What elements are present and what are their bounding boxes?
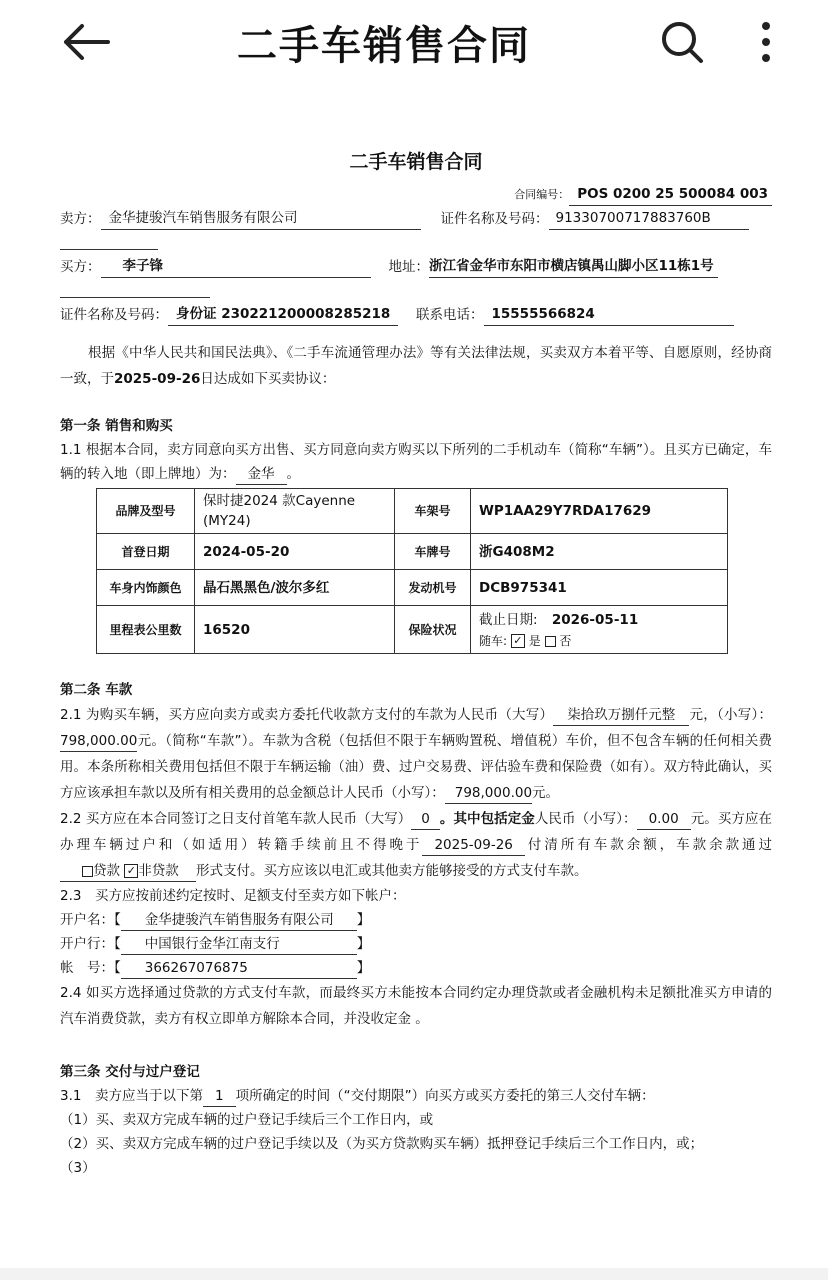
contract-no-row — [60, 182, 772, 206]
section-1-title: 第一条 销售和购买 — [60, 418, 173, 434]
clause-3-1-option-3: （3） — [60, 1160, 96, 1176]
search-icon[interactable] — [660, 20, 704, 64]
seller: 金华捷骏汽车销售服务有限公司 — [101, 207, 421, 230]
phone-label: 联系电话： — [416, 307, 484, 323]
bottom-edge — [0, 1268, 828, 1280]
contract-no-label: 合同编号： — [514, 188, 570, 201]
section-2-title: 第二条 车款 — [60, 682, 133, 698]
top-bar — [0, 0, 828, 90]
more-vertical-icon[interactable] — [756, 20, 776, 64]
clause-1-1: 1.1 根据本合同，卖方同意向买方出售、买方同意向卖方购买以下所列的二手机动车（简称“车辆”）。且买方已确定，车辆的转入地（即上牌地）为： 金华 。 — [60, 438, 772, 486]
clause-3-1-option-2: （2）买、卖双方完成车辆的过户登记手续以及（为买方贷款购买车辆）抵押登记手续后三个工作日内，或； — [60, 1136, 704, 1152]
seller-id: 91330700717883760B — [549, 207, 749, 230]
seller-label: 卖方： — [60, 211, 101, 227]
clause-3-1-option-1: （1）买、卖双方完成车辆的过户登记手续后三个工作日内，或 — [60, 1112, 434, 1128]
buyer-id: 身份证 230221200008285218 — [168, 303, 398, 326]
non-loan-checkbox[interactable]: ✓ — [124, 864, 138, 878]
insurance-no-checkbox[interactable] — [545, 636, 556, 647]
document-title: 二手车销售合同 — [349, 151, 483, 173]
account-number-row: 帐 号：【 366267076875 】 — [60, 956, 772, 980]
clause-2-3: 2.3 买方应按前述约定按时、足额支付至卖方如下帐户： — [60, 888, 406, 904]
buyer-row — [60, 254, 772, 278]
seller-id-label: 证件名称及号码： — [440, 211, 549, 227]
arrow-left-icon[interactable] — [60, 22, 112, 62]
buyer: 李子锋 — [101, 255, 371, 278]
clause-2-4: 2.4 如买方选择通过贷款的方式支付车款，而最终买方未能按本合同约定办理贷款或者金融机构未足额批准买方申请的汽车消费贷款，卖方有权立即单方解除本合同，并没收定金 。 — [60, 985, 772, 1027]
address: 浙江省金华市东阳市横店镇禺山脚小区11栋1号 — [429, 255, 718, 278]
phone: 15555566824 — [484, 303, 734, 326]
loan-checkbox[interactable] — [82, 866, 93, 877]
clause-2-2: 2.2 买方应在本合同签订之日支付首笔车款人民币（大写） 0 。其中包括定金人民币（小写）： 0.00 元。买方应在办理车辆过户和（如适用）转籍手续前且不得晚于 2025-09-26 付清所有车款余额，车款余款通过贷款 ✓ 非贷款 形式支付。买方应该以电汇或其他卖方能够接受的方式支付车款。 — [60, 806, 772, 884]
page-title: 二手车销售合同 — [237, 23, 531, 69]
contract-document — [60, 150, 772, 1180]
contract-no: POS 0200 25 500084 003 — [569, 183, 772, 206]
vehicle-table: 品牌及型号 保时捷2024 款Cayenne (MY24) 车架号 WP1AA29Y7RDA17629 首登日期 2024-05-20 车牌号 浙G408M2 车身内饰颜色 晶石黑黑色/波尔多红 发动机号 DCB975341 里程表公里数 16520 保险状况 截止日期: 2026-05-11 随车: ✓ 是 否 — [96, 488, 728, 654]
clause-3-1: 3.1 卖方应当于以下第 1 项所确定的时间（“交付期限”）向买方或买方委托的第三人交付车辆： — [60, 1084, 772, 1108]
buyer-id-label: 证件名称及号码： — [60, 307, 168, 323]
section-3-title: 第三条 交付与过户登记 — [60, 1064, 200, 1080]
account-bank-row: 开户行：【 中国银行金华江南支行 】 — [60, 932, 772, 956]
seller-row — [60, 206, 772, 230]
buyer-id-row — [60, 302, 772, 326]
clause-2-1: 2.1 为购买车辆，买方应向卖方或卖方委托代收款方支付的车款为人民币（大写） 柒拾玖万捌仟元整 元，（小写）：798,000.00元。（简称“车款”）。车款为含税（包括但不限于车辆购置税、增值税）车价，但不包含车辆的任何相关费用。本条所称相关费用包括但不限于车辆运输（油）费、过户交易费、评估验车费和保险费（如有）。双方特此确认，买方应该承担车款以及所有相关费用的总金额总计人民币（小写）： 798,000.00元。 — [60, 702, 772, 806]
brand: 保时捷2024 款Cayenne (MY24) — [195, 489, 395, 534]
insurance-yes-checkbox[interactable]: ✓ — [511, 634, 525, 648]
address-label: 地址： — [388, 259, 429, 275]
account-name-row: 开户名：【 金华捷骏汽车销售服务有限公司 】 — [60, 908, 772, 932]
buyer-label: 买方： — [60, 259, 101, 275]
intro-paragraph: 根据《中华人民共和国民法典》、《二手车流通管理办法》等有关法律法规，买卖双方本着平等、自愿原则，经协商一致，于2025-09-26日达成如下买卖协议： — [60, 345, 772, 387]
